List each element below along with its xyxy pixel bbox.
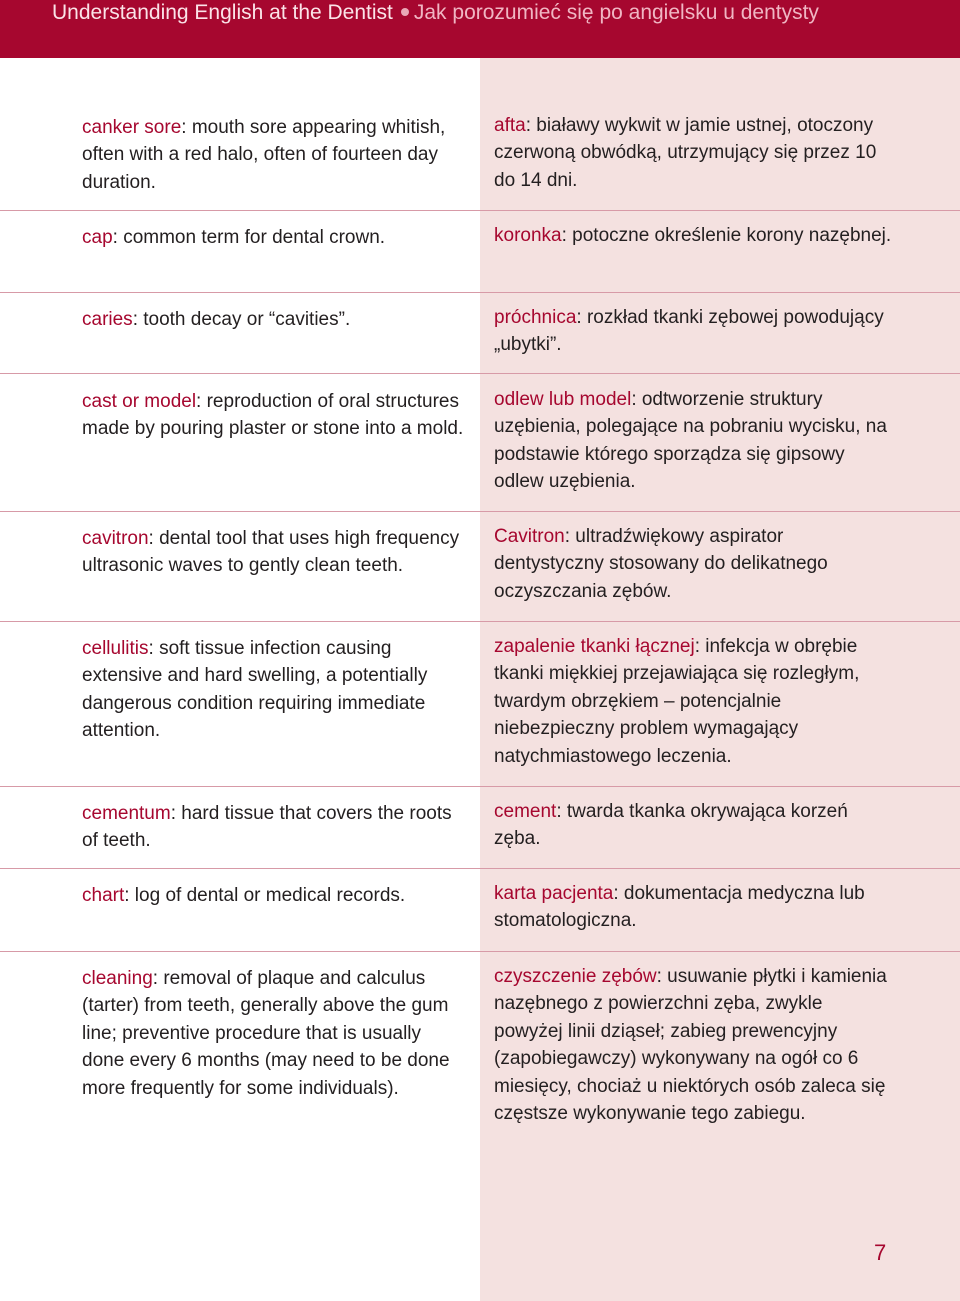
entry-divider xyxy=(0,373,480,374)
term-pl: cement xyxy=(494,801,557,822)
entry-divider xyxy=(480,786,960,787)
term-en: cleaning xyxy=(82,968,153,989)
term-en: chart xyxy=(82,885,125,906)
term-en: cap xyxy=(82,227,113,248)
term-en: cementum xyxy=(82,803,171,824)
definition-en: : dental tool that uses high frequency ultrasonic waves to gently clean teeth. xyxy=(82,528,460,577)
term-pl: próchnica xyxy=(494,307,577,328)
definition-en: : removal of plaque and calculus (tarter) from teeth, generally above the gum line; preventive procedure that is usually done every 6 months (may need to be done more frequently for some individuals). xyxy=(82,968,450,1099)
glossary-entry-pl xyxy=(494,798,894,853)
definition-en: : soft tissue infection causing extensive and hard swelling, a potentially dangerous condition requiring immediate attention. xyxy=(82,638,428,742)
glossary-entry-en xyxy=(82,525,467,580)
glossary-entry-en xyxy=(82,224,467,251)
running-title xyxy=(52,0,819,26)
definition-en: : tooth decay or “cavities”. xyxy=(132,309,351,330)
entry-divider xyxy=(480,951,960,952)
definition-pl: : potoczne określenie korony nazębnej. xyxy=(561,225,892,246)
entry-divider xyxy=(480,621,960,622)
page-number: 7 xyxy=(874,1240,887,1265)
definition-pl: : dokumentacja medyczna lub stomatologiczna. xyxy=(494,883,865,932)
term-en: caries xyxy=(82,309,133,330)
definition-en: : mouth sore appearing whitish, often with a red halo, often of fourteen day duration. xyxy=(82,117,446,193)
term-pl: odlew lub model xyxy=(494,389,632,410)
glossary-entry-pl xyxy=(494,963,894,1127)
definition-pl: : rozkład tkanki zębowej powodujący „ubytki”. xyxy=(494,307,884,356)
entry-divider xyxy=(0,292,480,293)
term-pl: afta xyxy=(494,115,526,136)
glossary-entry-en xyxy=(82,306,467,333)
definition-pl: : ultradźwiękowy aspirator dentystyczny stosowany do delikatnego oczyszczania zębów. xyxy=(494,526,828,602)
term-en: cellulitis xyxy=(82,638,149,659)
definition-pl: : białawy wykwit w jamie ustnej, otoczony czerwoną obwódką, utrzymujący się przez 10 do 14 dni. xyxy=(494,115,877,191)
term-pl: koronka xyxy=(494,225,562,246)
entry-divider xyxy=(480,511,960,512)
entry-divider xyxy=(0,621,480,622)
glossary-entry-en xyxy=(82,635,467,745)
glossary-entry-en xyxy=(82,114,467,196)
entry-divider xyxy=(480,868,960,869)
title-polish: Jak porozumieć się po angielsku u dentysty xyxy=(413,1,819,24)
glossary-entry-pl xyxy=(494,523,894,605)
entry-divider xyxy=(0,951,480,952)
entry-divider xyxy=(0,786,480,787)
entry-divider xyxy=(480,210,960,211)
entry-divider xyxy=(480,373,960,374)
definition-pl: : infekcja w obrębie tkanki miękkiej przejawiająca się rozległym, twardym obrzękiem – potencjalnie niebezpieczny problem wymagający natychmiastowego leczenia. xyxy=(494,636,860,767)
glossary-entry-pl xyxy=(494,304,894,359)
definition-pl: : twarda tkanka okrywająca korzeń zęba. xyxy=(494,801,848,850)
bullet-dot-icon xyxy=(401,8,409,16)
glossary-entry-pl xyxy=(494,880,894,935)
entry-divider xyxy=(0,210,480,211)
term-pl: karta pacjenta xyxy=(494,883,614,904)
entry-divider xyxy=(0,868,480,869)
definition-en: : log of dental or medical records. xyxy=(124,885,406,906)
page-header xyxy=(0,0,960,58)
glossary-entry-en xyxy=(82,965,467,1102)
term-pl: Cavitron xyxy=(494,526,565,547)
definition-pl: : usuwanie płytki i kamienia nazębnego z powierzchni zęba, zwykle powyżej linii dziąseł; zabieg prewencyjny (zapobiegawczy) wykonywany na ogół co 6 miesięcy, chociaż u niektórych osób zaleca się częstsze wykonywanie tego zabiegu. xyxy=(494,966,887,1125)
glossary-entry-pl xyxy=(494,386,894,496)
glossary-entry-en xyxy=(82,388,467,443)
title-english: Understanding English at the Dentist xyxy=(52,1,393,24)
term-en: canker sore xyxy=(82,117,182,138)
entry-divider xyxy=(480,292,960,293)
term-en: cast or model xyxy=(82,391,197,412)
glossary-entry-pl xyxy=(494,633,894,770)
glossary-entry-en xyxy=(82,882,467,909)
glossary-entry-pl xyxy=(494,222,894,249)
term-pl: czyszczenie zębów xyxy=(494,966,657,987)
term-en: cavitron xyxy=(82,528,149,549)
definition-en: : hard tissue that covers the roots of teeth. xyxy=(82,803,452,852)
definition-en: : common term for dental crown. xyxy=(112,227,386,248)
definition-en: : reproduction of oral structures made by pouring plaster or stone into a mold. xyxy=(82,391,464,440)
term-pl: zapalenie tkanki łącznej xyxy=(494,636,695,657)
entry-divider xyxy=(0,511,480,512)
glossary-entry-pl xyxy=(494,112,894,194)
glossary-entry-en xyxy=(82,800,467,855)
definition-pl: : odtworzenie struktury uzębienia, polegające na pobraniu wycisku, na podstawie którego sporządza się gipsowy odlew uzębienia. xyxy=(494,389,887,493)
